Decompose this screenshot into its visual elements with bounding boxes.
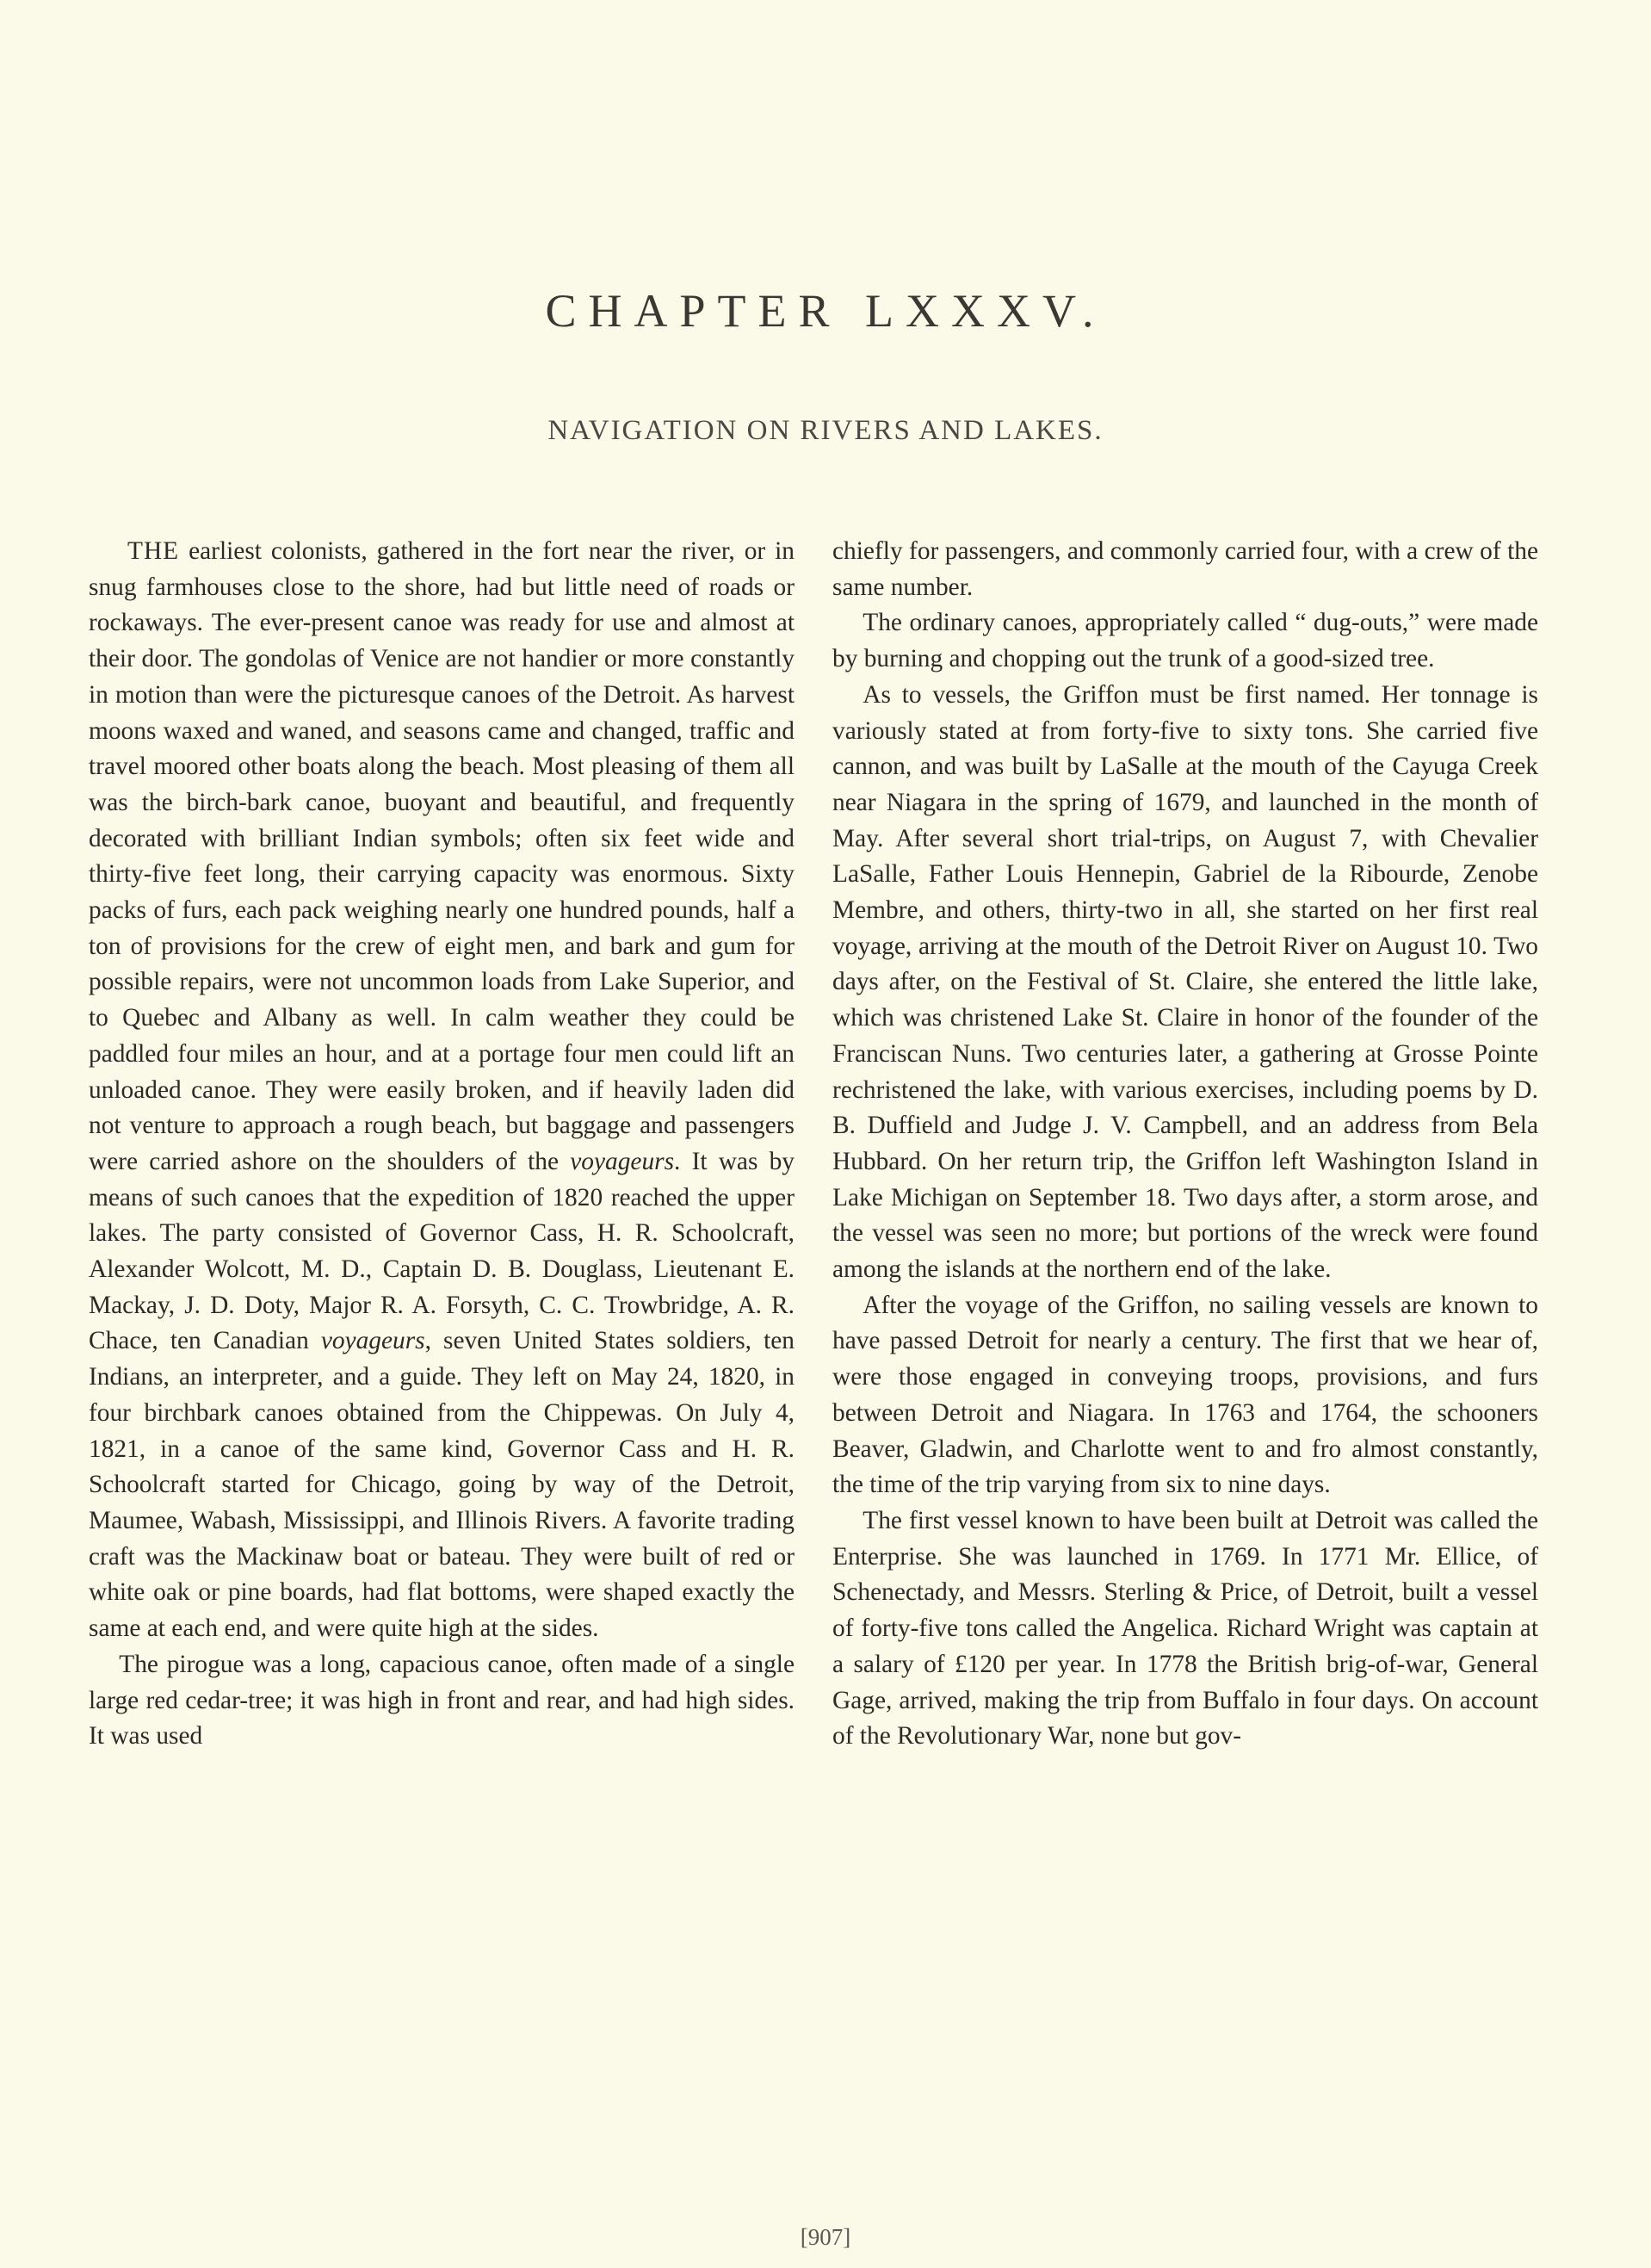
left-column — [89, 534, 795, 1755]
chapter-title: CHAPTER LXXXV. — [545, 285, 1106, 337]
paragraph: The first vessel known to have been built at Detroit was called the Enterprise. She was launched in 1769. In 1771 Mr. Ellice, of Schenectady, and Messrs. Sterling & Price, of Detroit, built a vessel of forty-five tons called the Angelica. Richard Wright was captain at a salary of £120 per year. In 1778 the British brig-of-war, General Gage, arrived, making the trip from Buffalo in four days. On account of the Revolutionary War, none but gov- — [832, 1506, 1538, 1751]
paragraph-text: . It was by means of such canoes that the expedition of 1820 reached the upper lakes. The party consisted of Governor Cass, H. R. Schoolcraft, Alexander Wolcott, M. D., Captain D. B. Douglass, Lieutenant E. Mackay, J. D. Doty, Major R. A. Forsyth, C. C. Trowbridge, A. R. Chace, ten Canadian — [89, 1147, 795, 1355]
page-number: [907] — [800, 2224, 851, 2250]
paragraph: After the voyage of the Griffon, no sailing vessels are known to have passed Detroit for nearly a century. The first that we hear of, were those engaged in conveying troops, provisions, and furs between Detroit and Niagara. In 1763 and 1764, the schooners Beaver, Gladwin, and Charlotte went to and fro almost constantly, the time of the trip varying from six to nine days. — [832, 1291, 1538, 1499]
paragraph: As to vessels, the Griffon must be first named. Her tonnage is variously stated at from forty-five to sixty tons. She carried five cannon, and was built by LaSalle at the mouth of the Cayuga Creek near Niagara in the spring of 1679, and launched in the month of May. After several short trial-trips, on August 7, with Chevalier LaSalle, Father Louis Hennepin, Gabriel de la Ribourde, Zenobe Membre, and others, thirty-two in all, she started on her first real voyage, arriving at the mouth of the Detroit River on August 10. Two days after, on the Festival of St. Claire, she entered the little lake, which was christened Lake St. Claire in honor of the founder of the Franciscan Nuns. Two centuries later, a gathering at Grosse Pointe rechristened the lake, with various exercises, including poems by D. B. Duffield and Judge J. V. Campbell, and an address from Bela Hubbard. On her return trip, the Griffon left Washington Island in Lake Michigan on September 18. Two days after, a storm arose, and the vessel was seen no more; but portions of the wreck were found among the islands at the northern end of the lake. — [832, 680, 1538, 1284]
paragraph: The ordinary canoes, appropriately called “ dug-outs,” were made by burning and chopping out the trunk of a good-sized tree. — [832, 609, 1538, 673]
lead-word: THE — [127, 537, 180, 565]
paragraph: The pirogue was a long, capacious canoe, often made of a single large red cedar-tree; it was high in front and rear, and had high sides. It was used — [89, 1650, 795, 1751]
italic-term: voyageurs — [320, 1327, 425, 1355]
paragraph: chiefly for passengers, and commonly carried four, with a crew of the same number. — [832, 537, 1538, 601]
paragraph-text: earliest colonists, gathered in the fort near the river, or in snug farmhouses close to the shore, had but little need of roads or rockaways. The ever-present canoe was ready for use and almost at their door. The gondolas of Venice are not handier or more constantly in motion than were the picturesque canoes of the Detroit. As harvest moons waxed and waned, and seasons came and changed, traffic and travel moored other boats along the beach. Most pleasing of them all was the birch-bark canoe, buoyant and beautiful, and frequently decorated with brilliant Indian symbols; often six feet wide and thirty-five feet long, their carrying capacity was enormous. Sixty packs of furs, each pack weighing nearly one hundred pounds, half a ton of provisions for the crew of eight men, and bark and gum for possible repairs, were not uncommon loads from Lake Superior, and to Quebec and Albany as well. In calm weather they could be paddled four miles an hour, and at a portage four men could lift an unloaded canoe. They were easily broken, and if heavily laden did not venture to approach a rough beach, but baggage and passengers were carried ashore on the shoulders of the — [89, 537, 795, 1175]
paragraph — [89, 534, 795, 1647]
paragraph-text: , seven United States soldiers, ten Indians, an interpreter, and a guide. They left on May 24, 1820, in four birchbark canoes obtained from the Chippewas. On July 4, 1821, in a canoe of the same kind, Governor Cass and H. R. Schoolcraft started for Chicago, going by way of the Detroit, Maumee, Wabash, Mississippi, and Illinois Rivers. A favorite trading craft was the Mackinaw boat or bateau. They were built of red or white oak or pine boards, had flat bottoms, were shaped exactly the same at each end, and were quite high at the sides. — [89, 1327, 795, 1643]
chapter-subtitle: NAVIGATION ON RIVERS AND LAKES. — [547, 415, 1104, 446]
right-column — [832, 534, 1538, 1755]
italic-term: voyageurs — [570, 1147, 675, 1175]
